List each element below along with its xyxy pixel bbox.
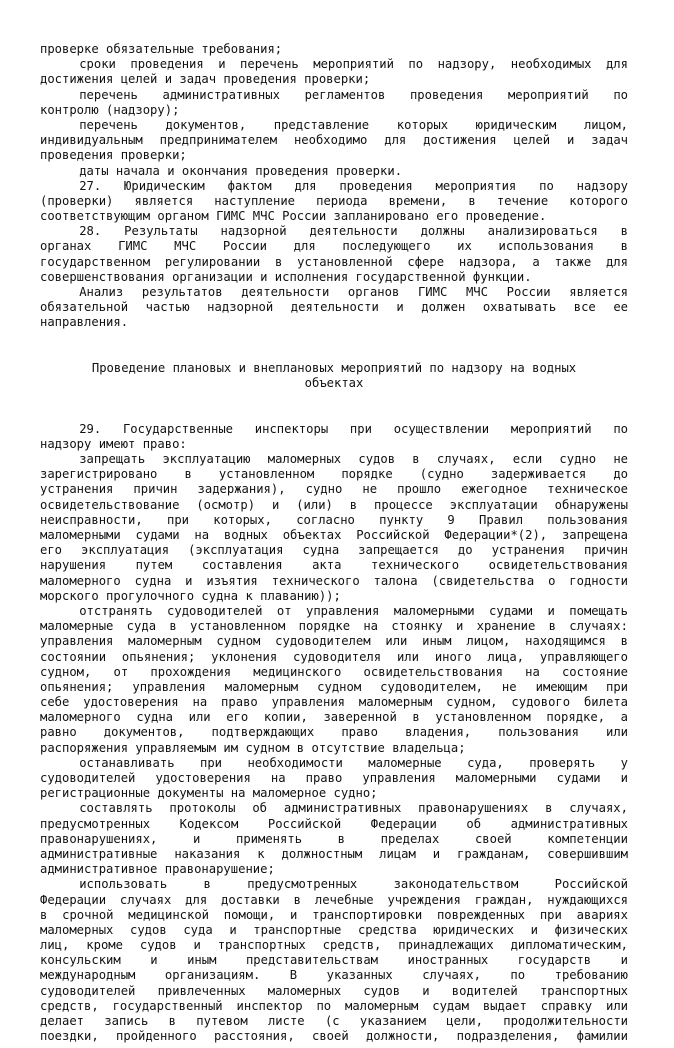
text-line: административное правонарушение;	[40, 862, 275, 877]
text-line: освидетельствование (осмотр) и (или) в процессе эксплуатации обнаружены	[40, 497, 628, 512]
text-line: достижения целей и задач проведения проверки;	[40, 72, 371, 87]
text-line: использовать в предусмотренных законодательством Российской	[79, 877, 628, 892]
text-line: Федерации случаях для доставки в лечебные учреждения граждан, нуждающихся	[40, 892, 628, 907]
text-line: административные наказания к должностным лицам и гражданам, совершившим	[40, 846, 628, 861]
text-line: маломерными судами на водных объектах Российской Федерации*(2), запрещена	[40, 528, 628, 542]
text-line: предусмотренных Кодексом Российской Федерации об административных	[40, 816, 628, 831]
text-line: государственном регулировании в установленной сфере надзора, а также для	[40, 254, 628, 269]
text-line: (проверки) является наступление периода времени, в течение которого	[40, 193, 628, 208]
blank-line	[40, 391, 628, 406]
text-line: отстранять судоводителей от управления маломерными судами и помещать	[79, 603, 628, 618]
text-line: поездки, пройденного расстояния, своей должности, подразделения, фамилии	[40, 1029, 628, 1044]
text-line: сроки проведения и перечень мероприятий по надзору, необходимых для	[79, 57, 628, 72]
text-line: останавливать при необходимости маломерные суда, проверять у	[79, 755, 628, 770]
text-line: 28. Результаты надзорной деятельности должны анализироваться в	[79, 224, 628, 239]
text-line: распоряжения управляемым им судном в отсутствие владельца;	[40, 740, 466, 755]
text-line: морского прогулочного судна к плаванию));	[40, 588, 341, 603]
text-line: лиц, кроме судов и транспортных средств, принадлежащих дипломатическим,	[40, 938, 628, 953]
text-line: судном, от прохождения медицинского освидетельствования на состояние	[40, 664, 628, 679]
text-line: равно документов, подтверждающих право владения, пользования или	[40, 725, 628, 740]
text-line: совершенствования организации и исполнения государственной функции.	[40, 269, 532, 284]
text-line: судоводителей привлеченных маломерных судов и водителей транспортных	[40, 983, 628, 998]
text-line: маломерного судна или его копии, заверенной в установленном порядке, а	[40, 710, 628, 725]
text-line: 27. Юридическим фактом для проведения мероприятия по надзору	[79, 178, 628, 193]
text-line: направления.	[40, 315, 129, 330]
text-line: соответствующим органом ГИМС МЧС России запланировано его проведение.	[40, 209, 547, 224]
text-line: неисправности, при которых, согласно пункту 9 Правил пользования	[40, 512, 628, 527]
text-line: его эксплуатация (эксплуатация судна запрещается до устранения причин	[40, 543, 628, 558]
text-line: Анализ результатов деятельности органов ГИМС МЧС России является	[79, 285, 628, 299]
text-line: судоводителей удостоверения на право управления маломерными судами и	[40, 771, 628, 785]
text-line: маломерного судна и изъятия технического талона (свидетельства о годности	[40, 573, 628, 588]
document-page	[40, 42, 628, 1044]
text-line: средств, государственный инспектор по маломерным судам выдает справку или	[40, 998, 628, 1013]
text-line: перечень административных регламентов проведения мероприятий по	[79, 87, 628, 102]
text-line: состоянии опьянения; уклонения судоводителя или иного лица, управляющего	[40, 649, 628, 664]
text-line: маломерных судов суда и транспортные средства юридических и физических	[40, 922, 628, 937]
text-line: в срочной медицинской помощи, и транспортировки поврежденных при авариях	[40, 907, 628, 922]
text-line: контролю (надзору);	[40, 102, 180, 117]
text-line: международным организациям. В указанных случаях, по требованию	[40, 968, 628, 983]
text-line: опьянения; управления маломерным судном судоводителем, не имеющим при	[40, 679, 628, 694]
text-line: делает запись в путевом листе (с указанием цели, продолжительности	[40, 1014, 628, 1028]
text-line: консульским и иным представительствам иностранных государств и	[40, 953, 628, 968]
blank-line	[40, 346, 628, 361]
text-line: составлять протоколы об административных правонарушениях в случаях,	[79, 801, 628, 816]
blank-line	[40, 331, 628, 346]
text-line: проверке обязательные требования;	[40, 42, 283, 56]
blank-line	[40, 407, 628, 422]
text-line: зарегистрировано в установленном порядке (судно задерживается до	[40, 467, 628, 482]
text-line: регистрационные документы на маломерное судно;	[40, 786, 378, 801]
text-line: запрещать эксплуатацию маломерных судов в случаях, если судно не	[79, 452, 628, 467]
text-line: обязательной частью надзорной деятельности и должен охватывать все ее	[40, 300, 628, 315]
text-line: перечень документов, представление которых юридическим лицом,	[79, 117, 628, 132]
text-line: 29. Государственные инспекторы при осуществлении мероприятий по	[79, 421, 628, 436]
text-line: устранения причин задержания), судно не прошло ежегодное техническое	[40, 482, 628, 497]
text-line: правонарушениях, и применять в пределах своей компетенции	[40, 831, 628, 846]
text-line: даты начала и окончания проведения проверки.	[79, 163, 403, 178]
text-line: индивидуальным предпринимателем необходимо для достижения целей и задач	[40, 133, 628, 148]
text-line: надзору имеют право:	[40, 436, 187, 451]
text-line: нарушения путем составления акта технического освидетельствования	[40, 558, 628, 573]
text-line: органах ГИМС МЧС России для последующего их использования в	[40, 239, 628, 254]
section-heading-line: объектах	[304, 376, 364, 391]
section-heading-line: Проведение плановых и внеплановых мероприятий по надзору на водных	[91, 360, 577, 375]
text-line: маломерные суда в установленном порядке на стоянку и хранение в случаях:	[40, 619, 628, 634]
text-line: управления маломерным судном судоводителем или иным лицом, находящимся в	[40, 634, 628, 649]
text-line: проведения проверки;	[40, 148, 187, 163]
text-line: себе удостоверения на право управления маломерным судном, судового билета	[40, 695, 628, 710]
